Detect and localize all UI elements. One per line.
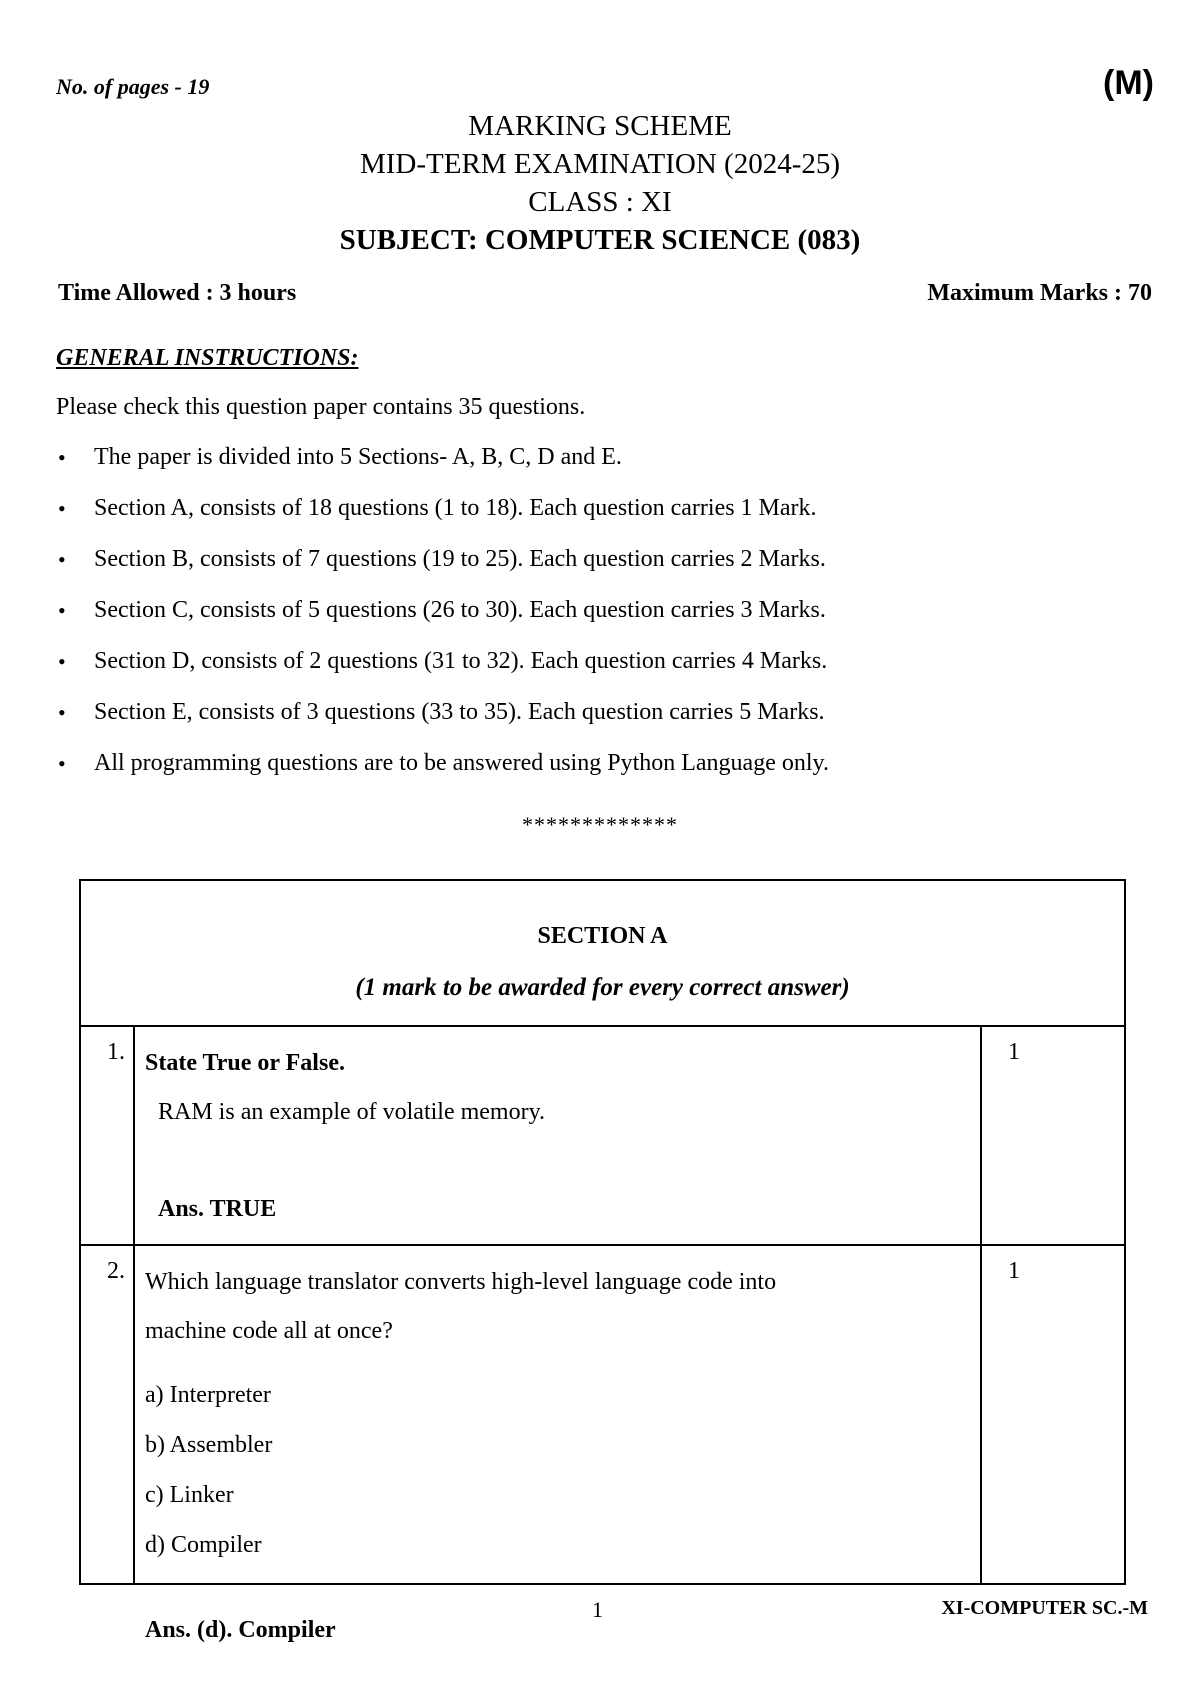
answer: Ans. TRUE	[158, 1196, 277, 1222]
separator: *************	[522, 812, 678, 837]
subject-label: SUBJECT: COMPUTER SCIENCE (083)	[339, 224, 861, 256]
section-subtitle: (1 mark to be awarded for every correct answer)	[355, 974, 850, 1001]
instruction-item: • Section A, consists of 18 questions (1 to 18). Each question carries 1 Mark.	[56, 483, 829, 534]
class-label: CLASS : XI	[528, 186, 672, 218]
instruction-item: • Section E, consists of 3 questions (33 to 35). Each question carries 5 Marks.	[56, 687, 829, 738]
question-number: 1.	[81, 1027, 135, 1244]
options-grid	[145, 1370, 970, 1570]
question-text: Which language translator converts high-level language code into	[145, 1269, 777, 1295]
question-heading: State True or False.	[145, 1050, 345, 1076]
time-allowed: Time Allowed : 3 hours	[58, 280, 297, 306]
page-count: No. of pages - 19	[56, 74, 210, 99]
option-a: a) Interpreter	[145, 1382, 271, 1408]
document-title: MARKING SCHEME	[468, 110, 732, 142]
section-title: SECTION A	[537, 923, 668, 949]
question-text: machine code all at once?	[145, 1318, 393, 1344]
page-number: 1	[592, 1597, 603, 1622]
paper-code: (M)	[1103, 64, 1154, 102]
question-text: RAM is an example of volatile memory.	[158, 1099, 546, 1125]
footer-code: XI-COMPUTER SC.-M	[941, 1597, 1148, 1619]
question-number: 2.	[81, 1246, 135, 1583]
instruction-item: • Section B, consists of 7 questions (19 to 25). Each question carries 2 Marks.	[56, 534, 829, 585]
exam-name: MID-TERM EXAMINATION (2024-25)	[359, 148, 841, 180]
question-row-1	[81, 1027, 1124, 1246]
option-d: d) Compiler	[145, 1532, 262, 1558]
marks-cell: 1	[1008, 1258, 1020, 1284]
question-cell	[135, 1246, 982, 1643]
instruction-item: • Section D, consists of 2 questions (31 to 32). Each question carries 4 Marks.	[56, 636, 829, 687]
option-c: c) Linker	[145, 1482, 234, 1508]
maximum-marks: Maximum Marks : 70	[927, 280, 1152, 306]
answer: Ans. (d). Compiler	[145, 1617, 336, 1643]
instruction-item: • The paper is divided into 5 Sections- A, B, C, D and E.	[56, 432, 829, 483]
section-a-header	[81, 881, 1124, 1027]
option-b: b) Assembler	[145, 1432, 273, 1458]
marks-cell: 1	[1008, 1039, 1020, 1065]
instruction-item: • Section C, consists of 5 questions (26 to 30). Each question carries 3 Marks.	[56, 585, 829, 636]
question-cell	[135, 1027, 982, 1244]
instructions-list	[56, 432, 829, 789]
instructions-intro: Please check this question paper contains 35 questions.	[56, 394, 586, 420]
instructions-heading: GENERAL INSTRUCTIONS:	[56, 345, 359, 371]
instruction-item: • All programming questions are to be answered using Python Language only.	[56, 738, 829, 789]
